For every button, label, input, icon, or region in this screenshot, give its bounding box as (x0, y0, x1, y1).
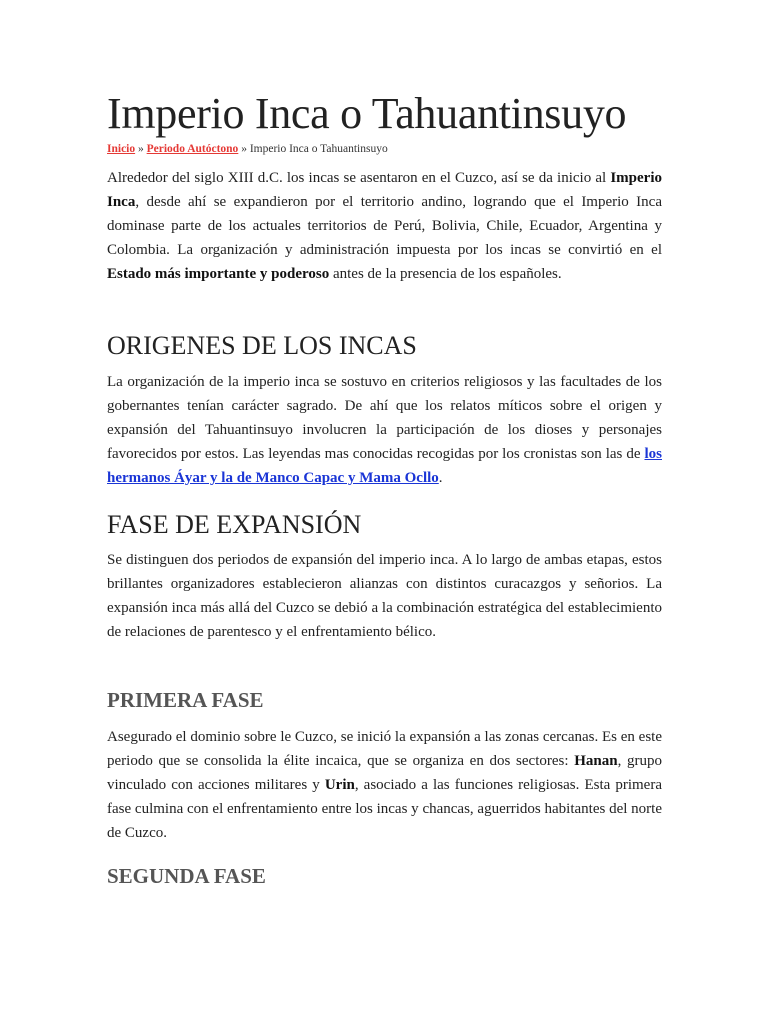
intro-bold-estado: Estado más importante y poderoso (107, 266, 330, 282)
origenes-paragraph (107, 370, 662, 490)
breadcrumb (107, 143, 388, 155)
subsection-heading-segunda: SEGUNDA FASE (107, 864, 266, 888)
subsection-heading-primera: PRIMERA FASE (107, 688, 264, 712)
primera-text: , grupo vinculado con acciones militares y (107, 753, 663, 793)
page-title: Imperio Inca o Tahuantinsuyo (107, 89, 627, 138)
primera-text: , asociado a las funciones religiosas. Esta primera fase culmina con el enfrentamiento entre los incas y chancas, aguerridos habitantes del norte de Cuzco. (107, 777, 662, 841)
breadcrumb-separator: » (238, 143, 250, 155)
breadcrumb-current: Imperio Inca o Tahuantinsuyo (249, 143, 388, 155)
breadcrumb-home-link[interactable]: Inicio (107, 143, 136, 155)
section-heading-expansion: FASE DE EXPANSIÓN (107, 510, 362, 539)
intro-paragraph (107, 166, 662, 286)
hermanos-ayar-link[interactable]: los hermanos Áyar y la de Manco Capac y Mama Ocllo (107, 446, 662, 486)
origenes-text: La organización de la imperio inca se sostuvo en criterios religiosos y las facultades de los gobernantes tenían carácter sagrado. De ahí que los relatos míticos sobre el origen y expansión del Tahuantinsuyo involucren la participación de los dioses y personajes favorecidos por estos. Las leyendas mas conocidas recogidas por los cronistas son las de (107, 374, 662, 462)
expansion-paragraph: Se distinguen dos periodos de expansión del imperio inca. A lo largo de ambas etapas, estos brillantes organizadores establecieron alianzas con distintos curacazgos y señorios. La expansión inca más allá del Cuzco se debió a la combinación estratégica del establecimiento de relaciones de parentesco y el enfrentamiento bélico. (107, 552, 662, 640)
primera-text: Asegurado el dominio sobre le Cuzco, se inició la expansión a las zonas cercanas. Es en este periodo que se consolida la élite incaica, que se organiza en dos sectores: (107, 729, 662, 769)
intro-text: Alrededor del siglo XIII d.C. los incas se asentaron en el Cuzco, así se da inicio al (107, 170, 611, 186)
intro-text: , desde ahí se expandieron por el territorio andino, logrando que el Imperio Inca dominase parte de los actuales territorios de Perú, Bolivia, Chile, Ecuador, Argentina y Colombia. La organización y administración impuesta por los incas se convirtió en el (107, 194, 662, 258)
origenes-text: . (438, 470, 443, 486)
breadcrumb-category-link[interactable]: Periodo Autóctono (146, 143, 239, 155)
intro-text: antes de la presencia de los españoles. (329, 266, 562, 282)
breadcrumb-separator: » (135, 143, 147, 155)
section-heading-origenes: ORIGENES DE LOS INCAS (107, 331, 417, 360)
primera-paragraph (107, 725, 662, 845)
intro-bold-imperio-inca: Imperio Inca (107, 170, 662, 210)
primera-bold-urin: Urin (324, 777, 355, 793)
primera-bold-hanan: Hanan (574, 753, 618, 769)
